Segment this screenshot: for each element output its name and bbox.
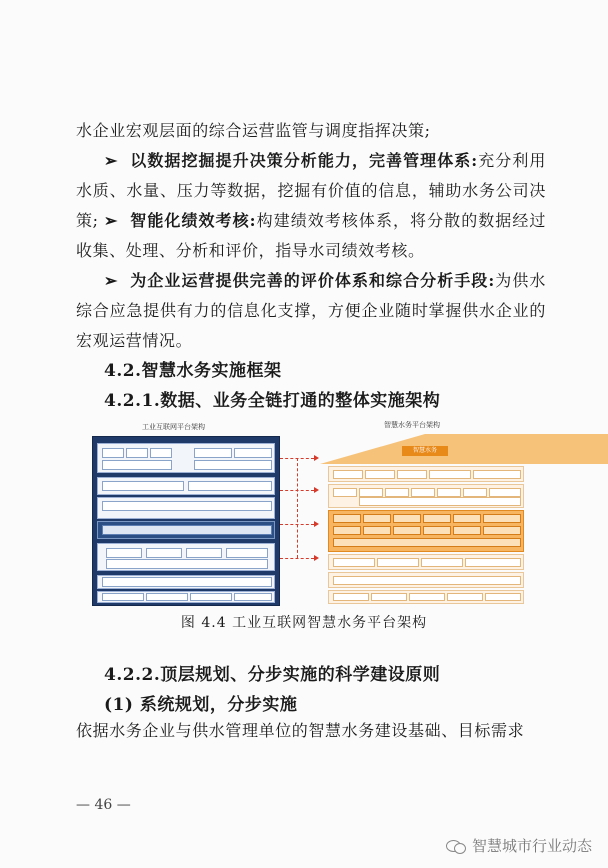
bullet-3-bold: 为企业运营提供完善的评价体系和综合分析手段: — [130, 271, 495, 290]
section-heading-4-2: 4.2.智慧水务实施框架 — [104, 361, 282, 381]
bullet-2-text: 构建绩效考核体系，将分散的数据经过收集、处理、分析和评价，指导水司绩效考核。 — [76, 211, 546, 260]
architecture-figure — [92, 418, 532, 606]
bullet-3-text: 为供水综合应急提供有力的信息化支撑，方便企业随时掌握供水企业的宏观运营情况。 — [76, 271, 546, 350]
diagram-layer — [328, 554, 524, 570]
section-heading-4-2-1: 4.2.1.数据、业务全链打通的整体实施架构 — [104, 391, 441, 411]
diagram-layer — [97, 543, 275, 571]
diagram-layer — [97, 477, 275, 495]
diagram-layer — [97, 591, 275, 603]
right-diagram-title: 智慧水务平台架构 — [384, 421, 440, 429]
watermark-text: 智慧城市行业动态 — [471, 837, 592, 855]
diagram-layer — [97, 497, 275, 519]
body-last-line: 依据水务企业与供水管理单位的智慧水务建设基础、目标需求 — [76, 721, 525, 740]
industrial-internet-diagram — [92, 436, 280, 606]
bullet-1-bold: 以数据挖掘提升决策分析能力，完善管理体系: — [130, 151, 478, 170]
figure-caption: 图 4.4 工业互联网智慧水务平台架构 — [180, 615, 428, 631]
diagram-layer — [328, 590, 524, 604]
smart-water-diagram — [320, 434, 530, 604]
arrow-right-icon — [314, 455, 319, 461]
bullet-arrow-icon: ➢ — [104, 271, 119, 290]
bullet-arrow-icon: ➢ — [104, 211, 119, 230]
arrow-right-icon — [314, 521, 319, 527]
diagram-layer — [328, 572, 524, 588]
bullet-item-3 — [76, 266, 546, 356]
diagram-layer — [328, 484, 524, 508]
diagram-connector — [280, 558, 314, 559]
subsection-heading-1: (1) 系统规划，分步实施 — [104, 695, 298, 715]
diagram-layer — [328, 510, 524, 552]
wechat-icon — [446, 838, 466, 854]
diagram-layer — [97, 521, 275, 539]
diagram-roof-label: 智慧水务 — [402, 446, 448, 456]
diagram-layer — [328, 466, 524, 482]
bullet-arrow-icon: ➢ — [104, 151, 119, 170]
section-heading-4-2-2: 4.2.2.顶层规划、分步实施的科学建设原则 — [104, 665, 441, 685]
bullet-item-2 — [76, 206, 546, 266]
body-line-1: 水企业宏观层面的综合运营监管与调度指挥决策; — [76, 121, 431, 140]
watermark — [446, 835, 592, 856]
diagram-layer — [97, 443, 275, 473]
bullet-1-text: 充分利用水质、水量、压力等数据，挖掘有价值的信息，辅助水务公司决策; — [76, 151, 546, 230]
diagram-layer — [97, 575, 275, 589]
arrow-right-icon — [314, 487, 319, 493]
bullet-2-bold: 智能化绩效考核: — [130, 211, 257, 230]
diagram-connector — [297, 458, 298, 558]
arrow-right-icon — [314, 555, 319, 561]
page-number: — 46 — — [76, 797, 131, 813]
left-diagram-title: 工业互联网平台架构 — [142, 423, 205, 431]
diagram-roof — [320, 434, 608, 464]
